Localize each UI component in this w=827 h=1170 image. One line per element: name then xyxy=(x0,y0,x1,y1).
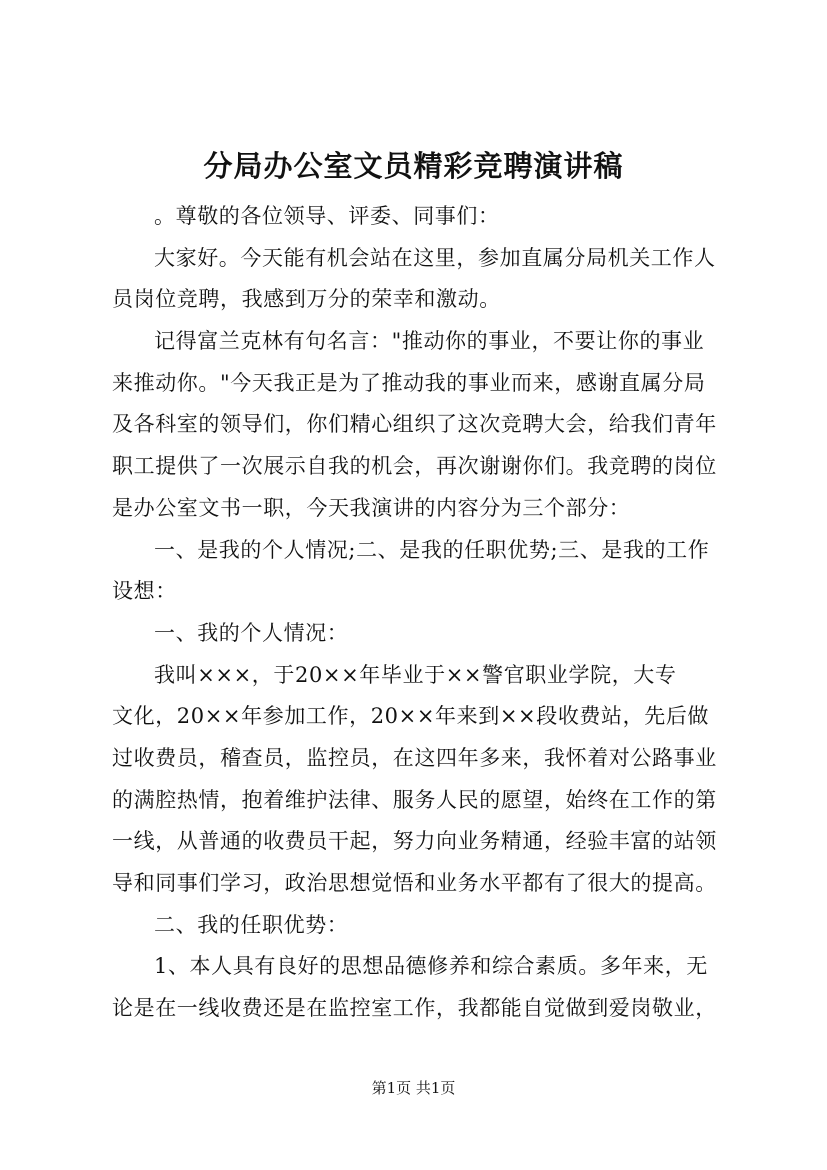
paragraph-line: 的满腔热情，抱着维护法律、服务人民的愿望，始终在工作的第 xyxy=(112,787,717,812)
paragraph-line: 及各科室的领导们，你们精心组织了这次竞聘大会，给我们青年 xyxy=(112,412,717,437)
paragraph-line: 是办公室文书一职，今天我演讲的内容分为三个部分： xyxy=(112,495,631,520)
page-number-footer: 第1页 共1页 xyxy=(371,1079,456,1097)
paragraph-line: 过收费员，稽查员，监控员，在这四年多来，我怀着对公路事业 xyxy=(112,745,717,770)
paragraph-line: 设想： xyxy=(112,579,177,604)
paragraph-line: 文化，20××年参加工作，20××年来到××段收费站，先后做 xyxy=(112,704,710,729)
paragraph-line: 一线，从普通的收费员干起，努力向业务精通，经验丰富的站领 xyxy=(112,829,717,854)
paragraph-line: 我叫×××，于20××年毕业于××警官职业学院，大专 xyxy=(154,662,677,687)
paragraph-line: 一、是我的个人情况;二、是我的任职优势;三、是我的工作 xyxy=(154,537,710,562)
paragraph-line: 员岗位竞聘，我感到万分的荣幸和激动。 xyxy=(112,287,501,312)
paragraph-line: 大家好。今天能有机会站在这里，参加直属分局机关工作人 xyxy=(154,245,716,270)
salutation-line: 。尊敬的各位领导、评委、同事们： xyxy=(154,204,500,228)
section-heading: 一、我的个人情况： xyxy=(154,620,349,645)
paragraph-line: 导和同事们学习，政治思想觉悟和业务水平都有了很大的提高。 xyxy=(112,871,717,895)
paragraph-line: 记得富兰克林有句名言："推动你的事业，不要让你的事业 xyxy=(154,329,705,354)
section-heading: 二、我的任职优势： xyxy=(154,912,349,937)
paragraph-line: 来推动你。"今天我正是为了推动我的事业而来，感谢直属分局 xyxy=(112,370,706,395)
document-body xyxy=(112,196,736,1030)
paragraph-line: 论是在一线收费还是在监控室工作，我都能自觉做到爱岗敬业， xyxy=(112,996,717,1021)
paragraph-line: 职工提供了一次展示自我的机会，再次谢谢你们。我竞聘的岗位 xyxy=(112,454,717,479)
document-title: 分局办公室文员精彩竞聘演讲稿 xyxy=(203,149,624,183)
paragraph-line: 1、本人具有良好的思想品德修养和综合素质。多年来，无 xyxy=(154,954,708,979)
